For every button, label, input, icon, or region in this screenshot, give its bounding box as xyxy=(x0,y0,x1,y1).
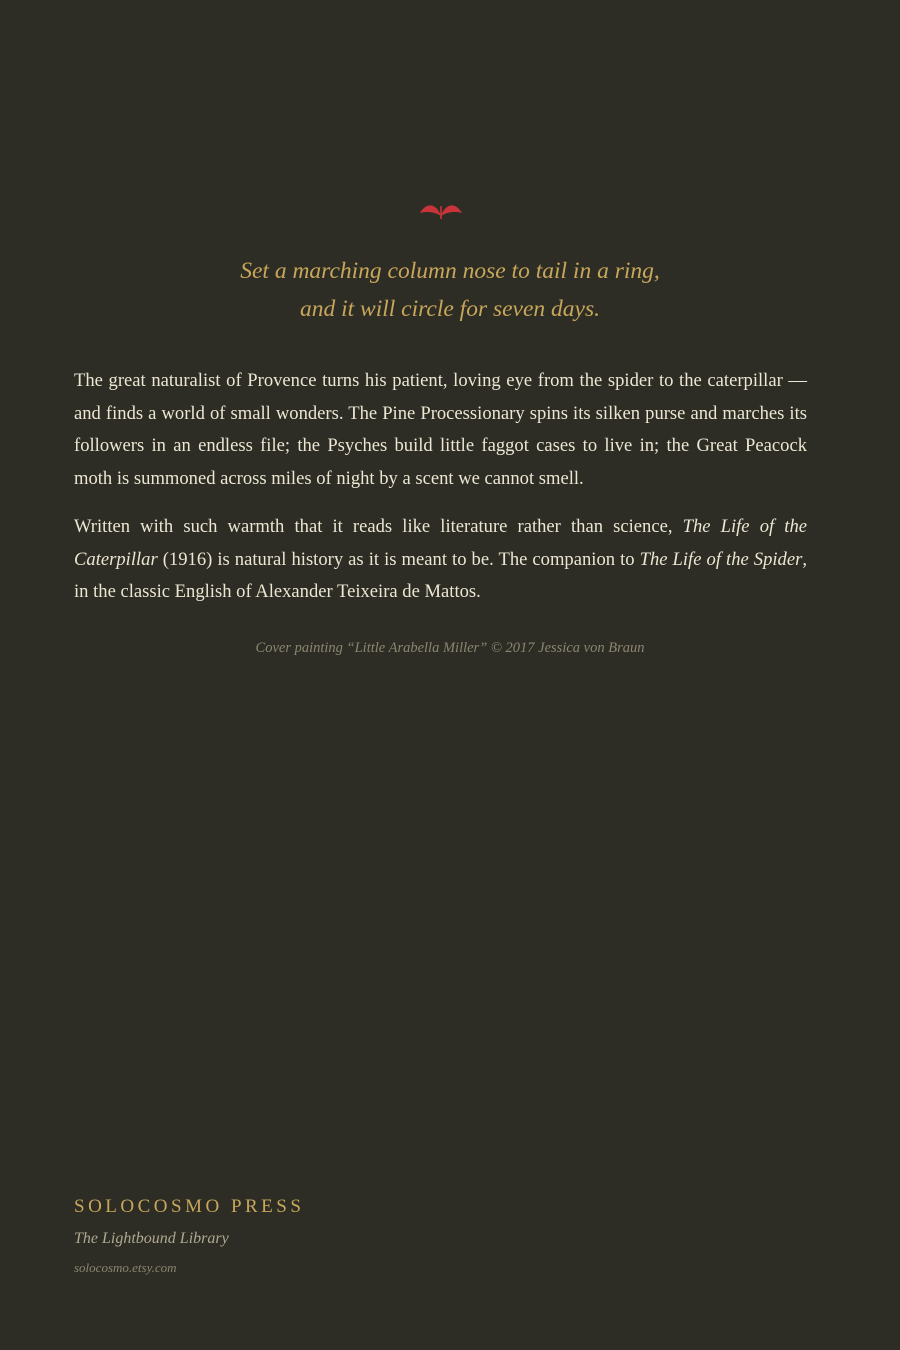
book-description xyxy=(74,365,807,625)
moth-icon xyxy=(419,200,463,222)
book-title: The Life of the Caterpillar xyxy=(74,516,807,570)
publisher-website: solocosmo.etsy.com xyxy=(74,1260,177,1275)
epigraph-line: Set a marching column nose to tail in a ring, xyxy=(240,258,660,284)
description-paragraph xyxy=(74,511,807,609)
publisher-name: SOLOCOSMO PRESS xyxy=(74,1196,305,1217)
series-name: The Lightbound Library xyxy=(74,1230,229,1247)
cover-credit: Cover painting “Little Arabella Miller” © 2017 Jessica von Braun xyxy=(255,640,645,656)
paragraph-text: , in the classic English of Alexander Teixeira de Mattos. xyxy=(74,548,808,602)
companion-book-title: The Life of the Spider xyxy=(639,548,803,570)
epigraph-quote xyxy=(60,252,840,328)
description-paragraph: The great naturalist of Provence turns his patient, loving eye from the spider to the caterpillar — and finds a world of small wonders. The Pine Processionary spins its silken purse and marches its followers in an endless file; the Psyches build little faggot cases to live in; the Great Peacock moth is summoned across miles of night by a scent we cannot smell. xyxy=(74,370,807,489)
paragraph-text: (1916) is natural history as it is meant to be. The companion to xyxy=(157,548,640,570)
paragraph-text: Written with such warmth that it reads like literature rather than science, xyxy=(74,516,683,537)
epigraph-line: and it will circle for seven days. xyxy=(299,296,600,322)
